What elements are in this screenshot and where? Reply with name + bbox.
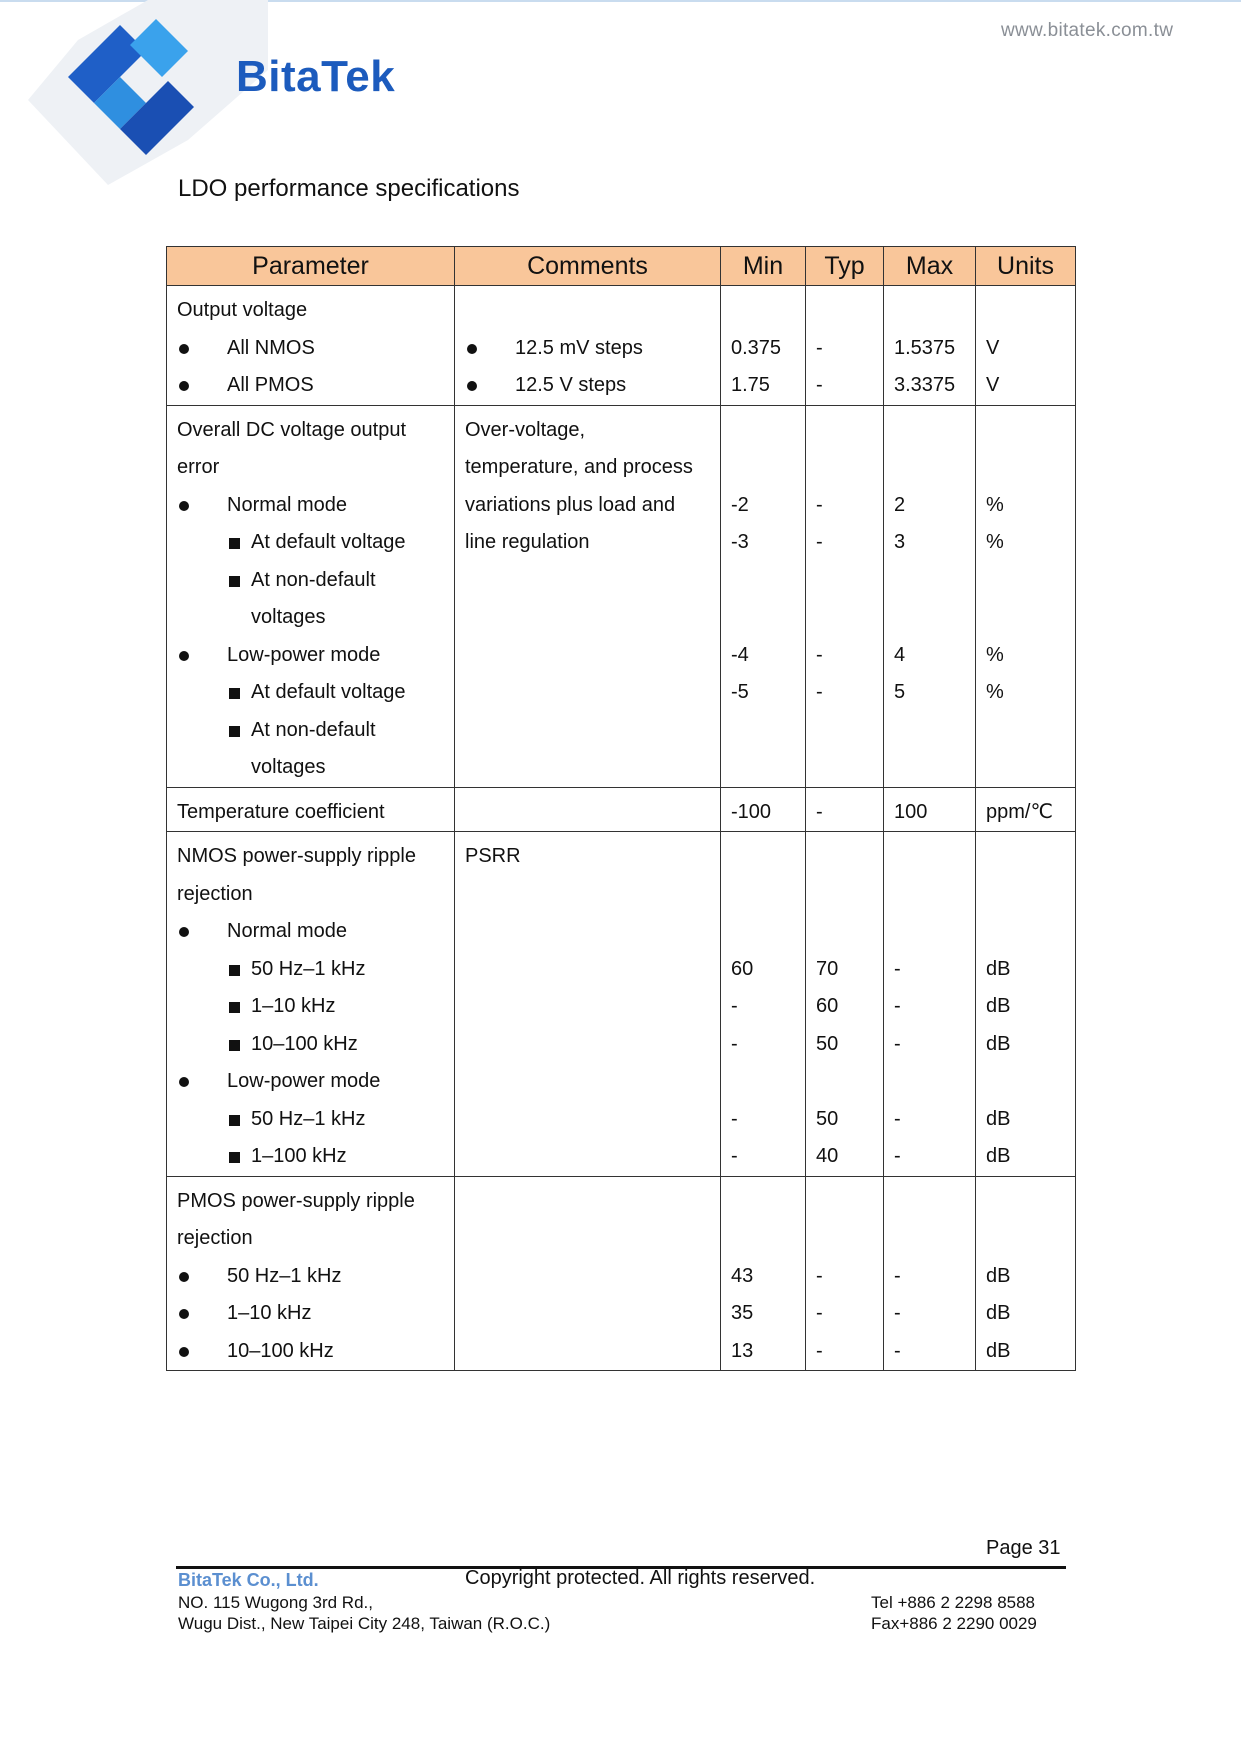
bullet-item: All NMOS [177,330,454,368]
bullet-item: 12.5 V steps [465,367,720,405]
cell-max: 2 3 4 5 [884,405,976,787]
cell-typ: - - [806,286,884,406]
footer-telephone: Tel +886 2 2298 8588 [871,1593,1036,1612]
sub-bullet-item: At default voltage [177,524,454,562]
cell-comments: PSRR [455,832,721,1177]
cell-min: 43 35 13 [721,1176,806,1371]
sub-bullet-item: At non-default [177,562,454,600]
cell-units: V V [976,286,1076,406]
sub-bullet-item: At non-default [177,712,454,750]
cell-units: dB dB dB [976,1176,1076,1371]
sub-bullet-item: 50 Hz–1 kHz [177,951,454,989]
cell-comments [455,787,721,832]
cell-comments: Over-voltage, temperature, and process variations plus load and line regulation [455,405,721,787]
website-url: www.bitatek.com.tw [1001,20,1174,41]
footer-company-name: BitaTek Co., Ltd. [178,1570,319,1590]
cell-typ: - - - - [806,405,884,787]
bullet-item: Low-power mode [177,1063,454,1101]
cell-units: % % % % [976,405,1076,787]
cell-parameter: Overall DC voltage output error Normal mode At default voltage At non-default voltages Low-power mode At default voltage At non-default voltages [167,405,455,787]
col-header-min: Min [721,247,806,286]
table-header-row [167,247,1076,286]
page-number: Page 31 [986,1537,1061,1559]
sub-bullet-item: 50 Hz–1 kHz [177,1101,454,1139]
cell-max: 100 [884,787,976,832]
company-logo [28,0,396,185]
cell-min: 0.375 1.75 [721,286,806,406]
cell-comments [455,1176,721,1371]
cell-min: 60 - - - - [721,832,806,1177]
cell-parameter: Temperature coefficient [167,787,455,832]
document-title: LDO performance specifications [178,175,520,202]
footer-copyright: Copyright protected. All rights reserved. [465,1567,816,1589]
ldo-spec-table [166,246,1076,1371]
cell-units: ppm/℃ [976,787,1076,832]
bullet-item: Low-power mode [177,637,454,675]
sub-bullet-item: 1–100 kHz [177,1138,454,1176]
col-header-comments: Comments [455,247,721,286]
col-header-typ: Typ [806,247,884,286]
table-row [167,1176,1076,1371]
cell-parameter: NMOS power-supply ripple rejection Normal mode 50 Hz–1 kHz 1–10 kHz 10–100 kHz Low-power mode 50 Hz–1 kHz 1–100 kHz [167,832,455,1177]
footer-address-line2: Wugu Dist., New Taipei City 248, Taiwan (R.O.C.) [178,1614,551,1633]
cell-typ: - - - [806,1176,884,1371]
sub-bullet-item: At default voltage [177,674,454,712]
bullet-item: 1–10 kHz [177,1295,454,1333]
cell-typ: - [806,787,884,832]
cell-max: 1.5375 3.3375 [884,286,976,406]
cell-min: -2 -3 -4 -5 [721,405,806,787]
cell-max: - - - - - [884,832,976,1177]
table-row [167,405,1076,787]
sub-bullet-item: 1–10 kHz [177,988,454,1026]
brand-name: BitaTek [236,52,396,101]
cell-max: - - - [884,1176,976,1371]
col-header-max: Max [884,247,976,286]
footer-address-line1: NO. 115 Wugong 3rd Rd., [178,1593,373,1612]
cell-units: dB dB dB dB dB [976,832,1076,1177]
col-header-parameter: Parameter [167,247,455,286]
bullet-item: 50 Hz–1 kHz [177,1258,454,1296]
cell-typ: 70 60 50 50 40 [806,832,884,1177]
cell-comments [455,286,721,406]
bullet-item: All PMOS [177,367,454,405]
col-header-units: Units [976,247,1076,286]
cell-parameter: PMOS power-supply ripple rejection 50 Hz–1 kHz 1–10 kHz 10–100 kHz [167,1176,455,1371]
footer-fax: Fax+886 2 2290 0029 [871,1614,1037,1633]
bullet-item: 12.5 mV steps [465,330,720,368]
sub-bullet-item: 10–100 kHz [177,1026,454,1064]
table-row [167,832,1076,1177]
cell-parameter: Output voltage All NMOS All PMOS [167,286,455,406]
table-row [167,286,1076,406]
bullet-item: Normal mode [177,487,454,525]
bullet-item: 10–100 kHz [177,1333,454,1371]
bullet-item: Normal mode [177,913,454,951]
table-row [167,787,1076,832]
cell-min: -100 [721,787,806,832]
